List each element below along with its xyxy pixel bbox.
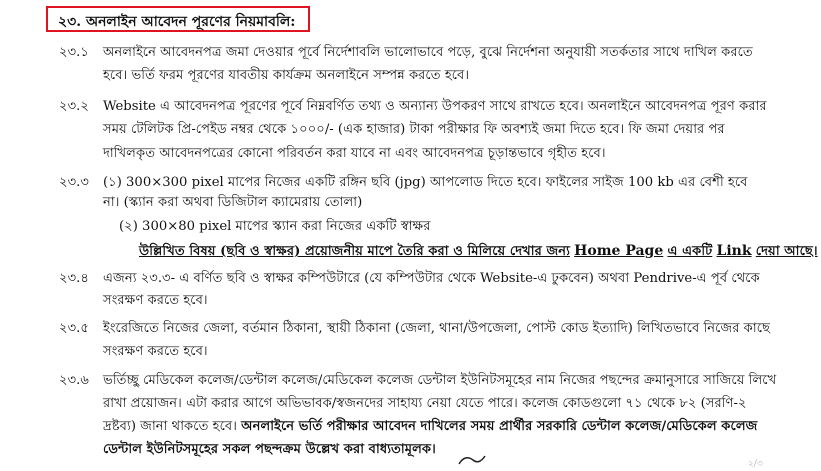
paragraph-23-2-line-1 [59,98,767,116]
note-text: উল্লিখিত বিষয় (ছবি ও স্বাক্ষর) প্রয়োজনীয় মাপে তৈরি করা ও মিলিয়ে দেখার জন্য [139,244,570,259]
paragraph-23-3-line-3: (২) 300×80 pixel মাপের স্ক্যান করা নিজের একটি স্বাক্ষর [119,219,431,234]
paragraph-23-2-line-2: সময় টেলিটক প্রি-পেইড নম্বর থেকে ১০০০/- (এক হাজার) টাকা পরীক্ষার ফি অবশ্যই জমা দিতে হবে। ফি জমা দেয়ার পর [103,122,725,137]
paragraph-text: ইংরেজিতে নিজের জেলা, বর্তমান ঠিকানা, স্থায়ী ঠিকানা (জেলা, থানা/উপজেলা, পোস্ট কোড ইত্যাদি) লিখিতভাবে নিজের কাছে [103,321,771,336]
section-number: ২৩.৫ [59,321,89,336]
paragraph-text: অনলাইনে আবেদনপত্র জমা দেওয়ার পূর্বে নির্দেশাবলি ভালোভাবে পড়ে, বুঝে নির্দেশনা অনুযায়ী সতর্কতার সাথে দাখিল করতে [103,45,753,60]
section-number: ২৩.১ [59,45,89,60]
section-number: ২৩.৪ [59,271,89,286]
paragraph-text: Website এ আবেদনপত্র পূরণের পূর্বে নিম্নবর্ণিত তথ্য ও অন্যান্য উপকরণ সাথে রাখতে হবে। অনলাইনে আবেদনপত্র পূরণ করার [103,99,767,114]
home-page-link[interactable]: Home Page [574,243,664,259]
paragraph-23-6-line-4: ডেন্টাল ইউনিটসমূহের সকল পছন্দক্রম উল্লেখ করা বাধ্যতামূলক। [103,442,436,457]
paragraph-23-1-line-2: হবে। ভর্তি ফরম পূরণের যাবতীয় কার্যক্রম অনলাইনে সম্পন্ন করতে হবে। [103,68,470,83]
paragraph-text: না। [103,195,120,210]
paragraph-23-6-line-1 [59,372,776,390]
paragraph-23-3-line-1b [103,194,362,212]
paragraph-23-1-line-1 [59,44,753,62]
note-text: এ একটি [667,244,713,259]
paragraph-23-3-line-1 [59,174,747,192]
section-heading: ২৩. অনলাইন আবেদন পূরণের নিয়মাবলি: [58,14,296,30]
link-text[interactable]: Link [716,243,752,259]
paragraph-text: (স্ক্যান করা অথবা ডিজিটাল ক্যামেরায় তোলা) [123,195,363,210]
paragraph-text: এজন্য ২৩.৩- এ বর্ণিত ছবি ও স্বাক্ষর কম্পিউটারে (যে কম্পিউটার থেকে Website-এ ঢুকবেন) অথবা Pendrive-এ পূর্ব থেকে [103,271,760,286]
paragraph-23-5-line-2: সংরক্ষণ করতে হবে। [103,344,208,359]
section-number: ২৩.২ [59,99,89,114]
paragraph-23-4-line-2: সংরক্ষণ করতে হবে। [103,293,208,308]
paragraph-23-6-line-2: রাখা প্রয়োজন। এটা করার আগে অভিভাবক/স্বজনদের সাহায্য নেয়া যেতে পারে। কলেজ কোডগুলো ৭১ থেকে ৮২ (সরণি-২ [103,396,747,411]
section-number: ২৩.৩ [59,175,89,190]
paragraph-23-5-line-1 [59,320,770,338]
paragraph-23-6-line-3 [103,418,757,436]
handwritten-mark [455,452,495,466]
section-number: ২৩.৬ [59,373,89,388]
paragraph-text: (১) 300×300 pixel মাপের নিজের একটি রঙ্গিন ছবি (jpg) আপলোড দিতে হবে। ফাইলের সাইজ 100 kb এর বেশী হবে [103,175,748,190]
paragraph-23-3-note [139,242,818,261]
paragraph-text: ভর্তিচ্ছু মেডিকেল কলেজ/ডেন্টাল কলেজ/মেডিকেল কলেজ ডেন্টাল ইউনিটসমূহের নাম নিজের পছন্দের ক্রমানুসারে সাজিয়ে লিখে [103,373,777,388]
bold-instruction: অনলাইনে ভর্তি পরীক্ষার আবেদন দাখিলের সময় প্রার্থীর সরকারি ডেন্টাল কলেজ/মেডিকেল কলেজ [241,419,758,434]
paragraph-23-2-line-3: দাখিলকৃত আবেদনপত্রের কোনো পরিবর্তন করা যাবে না এবং আবেদনপত্র চূড়ান্তভাবে গৃহীত হবে। [103,146,606,161]
paragraph-text: দ্রষ্টব্য) জানা থাকতে হবে। [103,419,237,434]
page-marker: ২/৩ [748,459,763,469]
paragraph-23-4-line-1 [59,270,760,288]
note-text: দেয়া আছে। [755,244,818,259]
